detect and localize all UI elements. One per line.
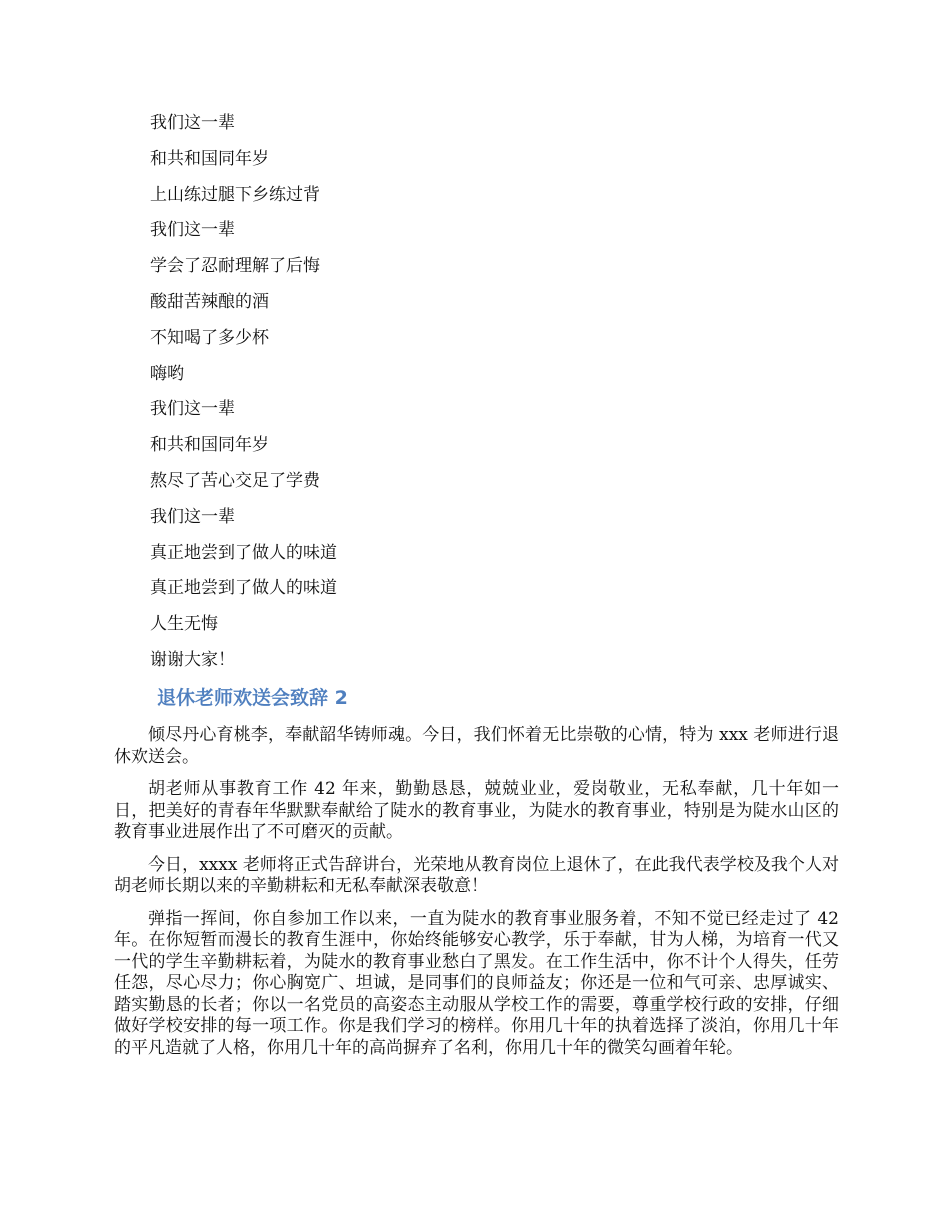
- lyrics-list: [150, 110, 337, 683]
- lyric-line: 上山练过腿下乡练过背: [150, 184, 320, 205]
- lyric-line: 不知喝了多少杯: [150, 327, 269, 348]
- paragraph: 胡老师从事教育工作 42 年来，勤勤恳恳，兢兢业业，爱岗敬业，无私奉献，几十年如一日，把美好的青春年华默默奉献给了陡水的教育事业，为陡水的教育事业，特别是为陡水山区的教育事业进展作出了不可磨灭的贡献。: [114, 779, 839, 842]
- lyric-line: 和共和国同年岁: [150, 435, 269, 456]
- lyric-line: 学会了忍耐理解了后悔: [150, 256, 320, 277]
- lyric-line: 谢谢大家！: [150, 649, 235, 670]
- paragraph: 今日，xxxx 老师将正式告辞讲台，光荣地从教育岗位上退休了，在此我代表学校及我个人对胡老师长期以来的辛勤耕耘和无私奉献深表敬意！: [114, 854, 839, 896]
- section-heading: 退休老师欢送会致辞 2: [157, 687, 348, 709]
- lyric-line: 人生无悔: [150, 614, 218, 635]
- lyric-line: 我们这一辈: [150, 506, 235, 527]
- paragraph: 弹指一挥间，你自参加工作以来，一直为陡水的教育事业服务着，不知不觉已经走过了 42 年。在你短暂而漫长的教育生涯中，你始终能够安心教学，乐于奉献，甘为人梯，为培育一代又一代的学生辛勤耕耘着，为陡水的教育事业愁白了黑发。在工作生活中，你不计个人得失，任劳任怨，尽心尽力；你心胸宽广、坦诚，是同事们的良师益友；你还是一位和气可亲、忠厚诚实、踏实勤恳的长者；你以一名党员的高姿态主动服从学校工作的需要，尊重学校行政的安排，仔细做好学校安排的每一项工作。你是我们学习的榜样。你用几十年的执着选择了淡泊，你用几十年的平凡造就了人格，你用几十年的高尚摒弃了名利，你用几十年的微笑勾画着年轮。: [114, 908, 839, 1058]
- lyric-line: 和共和国同年岁: [150, 148, 269, 169]
- lyric-line: 熬尽了苦心交足了学费: [150, 470, 320, 491]
- paragraph: 倾尽丹心育桃李，奉献韶华铸师魂。今日，我们怀着无比崇敬的心情，特为 xxx 老师进行退休欢送会。: [114, 725, 839, 767]
- speech-body: [114, 725, 839, 1070]
- lyric-line: 我们这一辈: [150, 220, 235, 241]
- lyric-line: 嗨哟: [150, 363, 184, 384]
- lyric-line: 酸甜苦辣酿的酒: [150, 291, 269, 312]
- lyric-line: 我们这一辈: [150, 113, 235, 133]
- lyric-line: 我们这一辈: [150, 399, 235, 420]
- lyric-line: 真正地尝到了做人的味道: [150, 542, 337, 563]
- lyric-line: 真正地尝到了做人的味道: [150, 578, 337, 599]
